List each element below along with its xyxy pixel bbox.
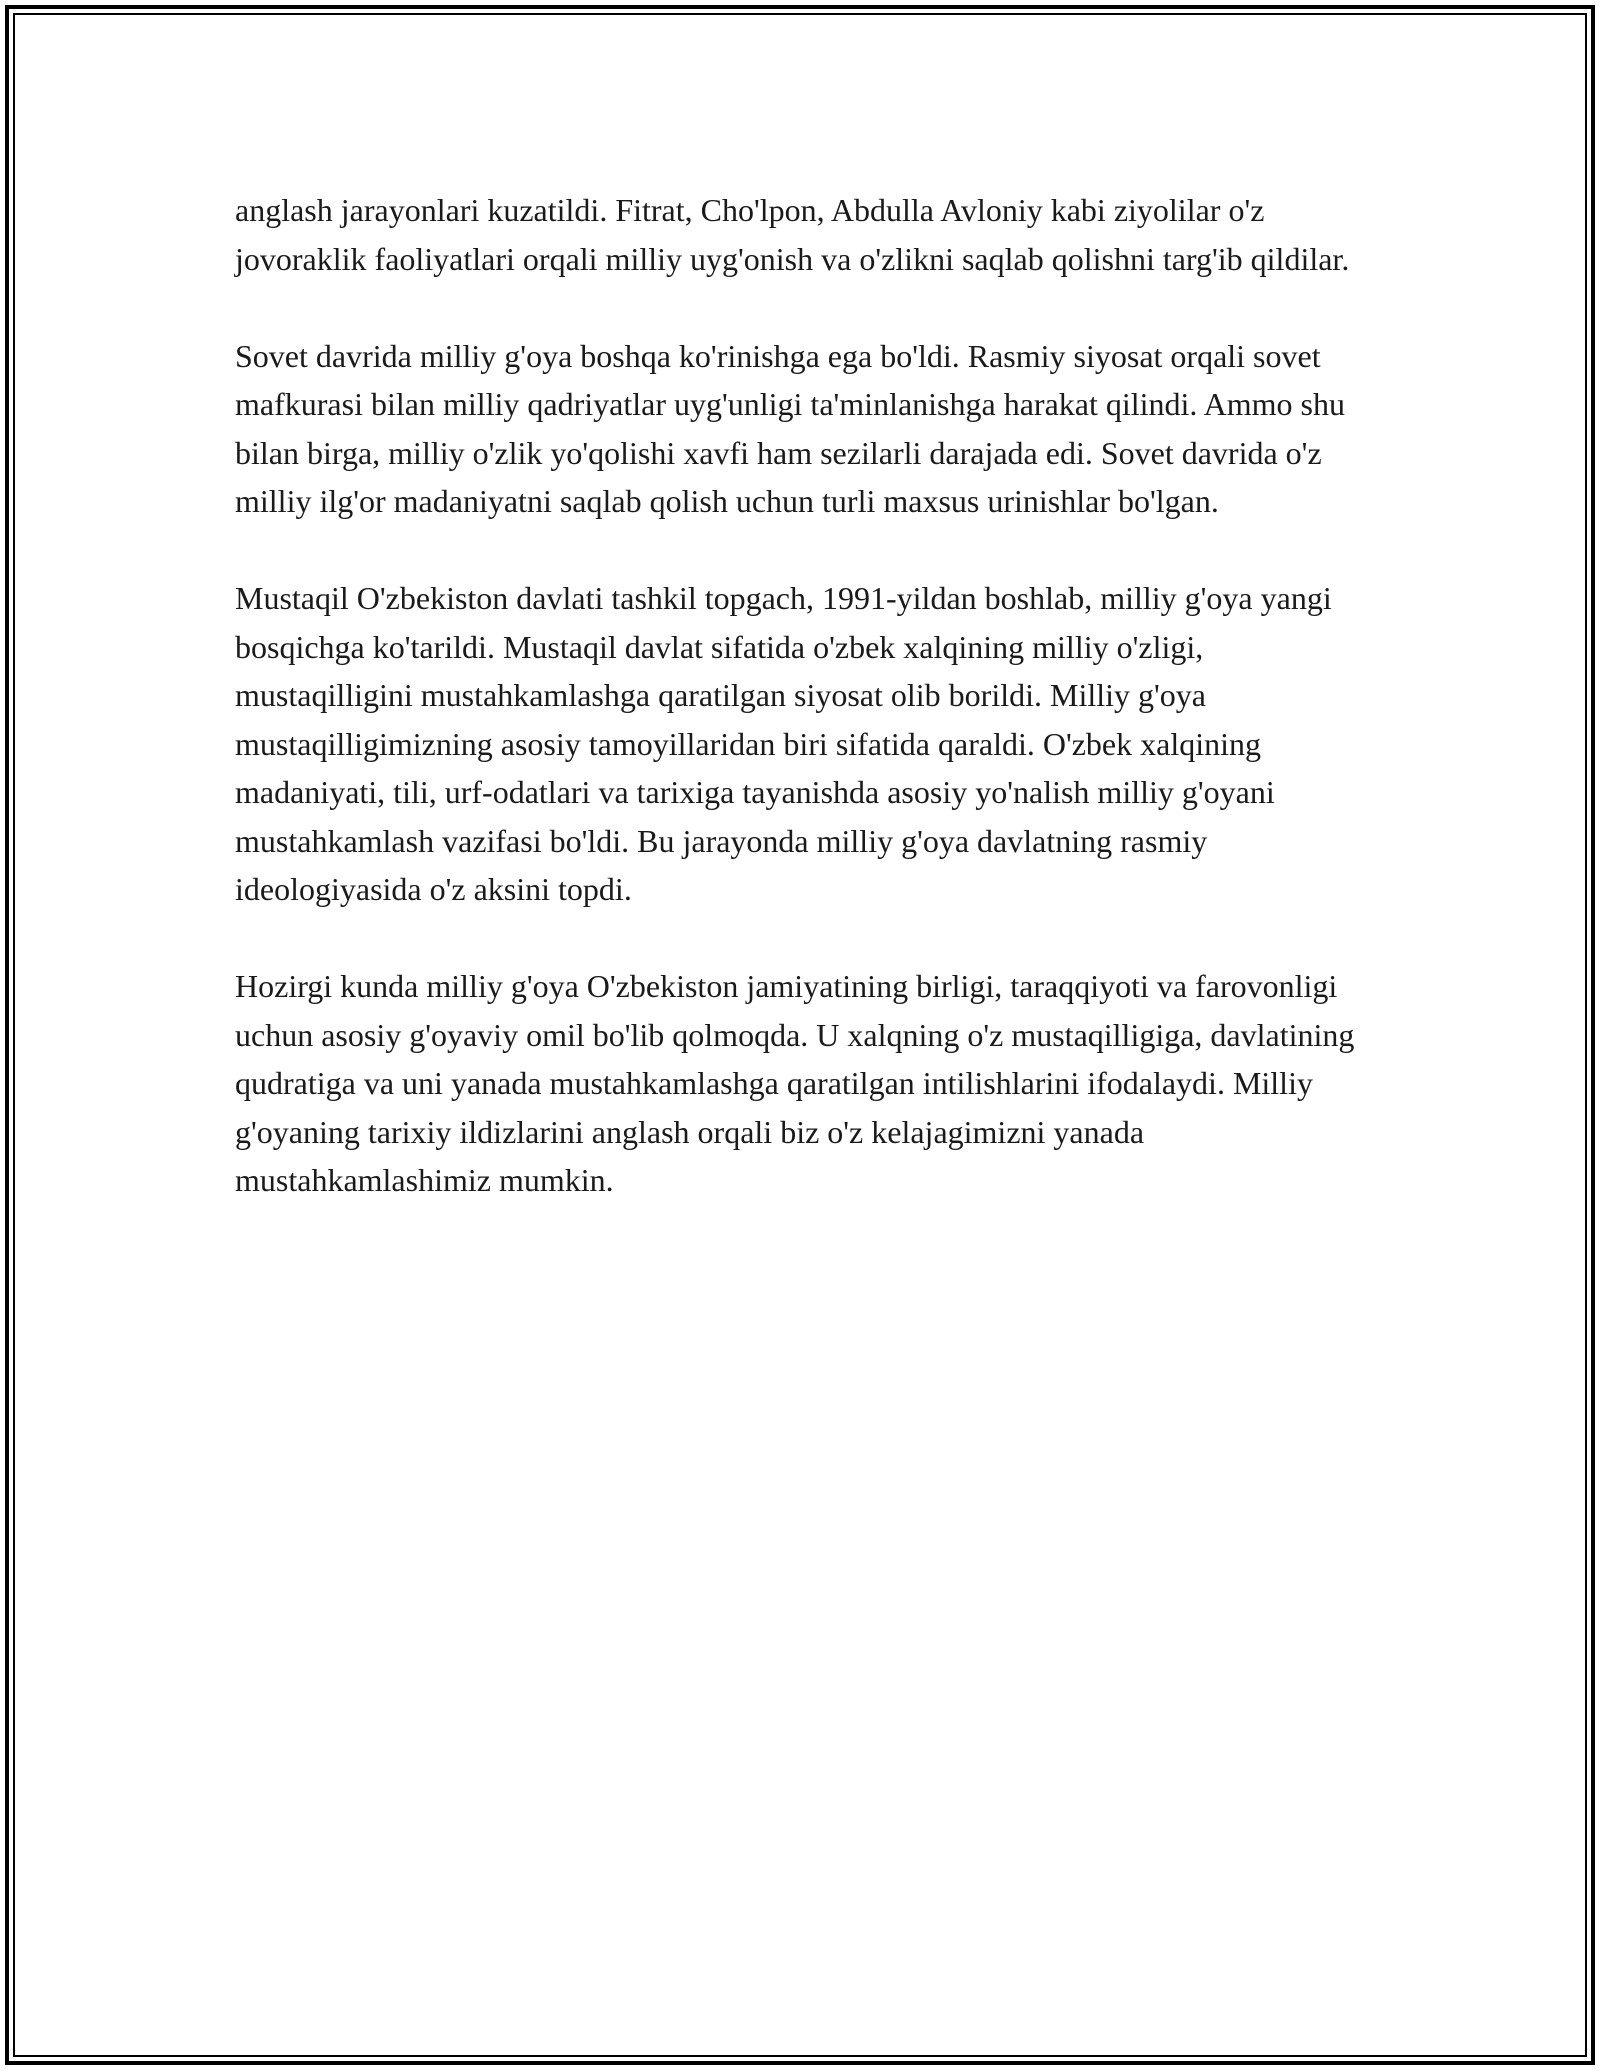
paragraph-4: Hozirgi kunda milliy g'oya O'zbekiston jamiyatining birligi, taraqqiyoti va farovonligi uchun asosiy g'oyaviy omil bo'lib qolmoqda. U xalqning o'z mustaqilligiga, davlatining qudratiga va uni yanada mustahkamlashga qaratilgan intilishlarini ifodalaydi. Milliy g'oyaning tarixiy ildizlarini anglash orqali biz o'z kelajagimizni yanada mustahkamlashimiz mumkin.	[235, 968, 1355, 1198]
document-body	[235, 186, 1375, 1253]
paragraph-3: Mustaqil O'zbekiston davlati tashkil topgach, 1991-yildan boshlab, milliy g'oya yangi bosqichga ko'tarildi. Mustaqil davlat sifatida o'zbek xalqining milliy o'zligi, mustaqilligini mustahkamlashga qaratilgan siyosat olib borildi. Milliy g'oya mustaqilligimizning asosiy tamoyillaridan biri sifatida qaraldi. O'zbek xalqining madaniyati, tili, urf-odatlari va tarixiga tayanishda asosiy yo'nalish milliy g'oyani mustahkamlash vazifasi bo'ldi. Bu jarayonda milliy g'oya davlatning rasmiy ideologiyasida o'z aksini topdi.	[235, 580, 1332, 907]
paragraph-1: anglash jarayonlari kuzatildi. Fitrat, Cho'lpon, Abdulla Avloniy kabi ziyolilar o'z jovoraklik faoliyatlari orqali milliy uyg'onish va o'zlikni saqlab qolishni targ'ib qildilar.	[235, 192, 1350, 277]
paragraph-2: Sovet davrida milliy g'oya boshqa ko'rinishga ega bo'ldi. Rasmiy siyosat orqali sovet mafkurasi bilan milliy qadriyatlar uyg'unligi ta'minlanishga harakat qilindi. Ammo shu bilan birga, milliy o'zlik yo'qolishi xavfi ham sezilarli darajada edi. Sovet davrida o'z milliy ilg'or madaniyatni saqlab qolish uchun turli maxsus urinishlar bo'lgan.	[235, 337, 1345, 519]
